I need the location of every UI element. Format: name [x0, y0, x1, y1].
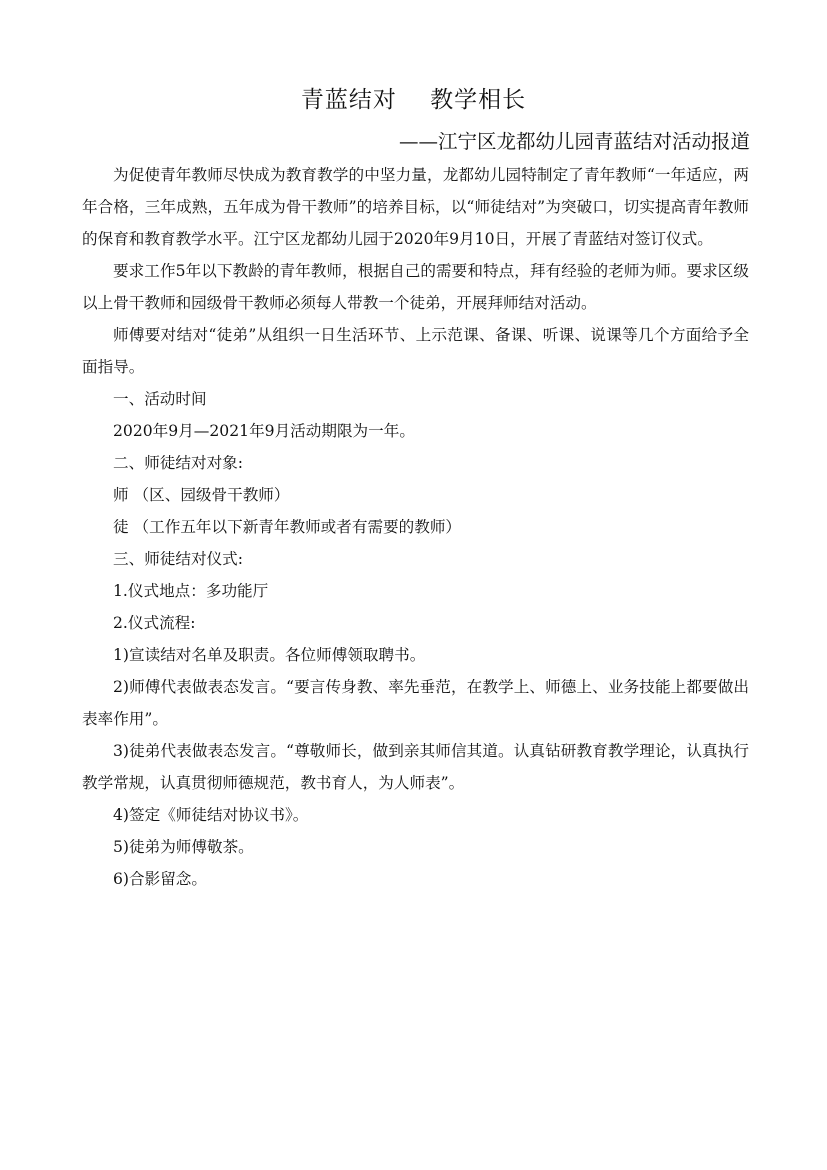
document-body: [82, 159, 749, 895]
mentor-line: 师 （区、园级骨干教师）: [113, 486, 290, 504]
process-step-2: 2)师傅代表做表态发言。“要言传身教、率先垂范，在教学上、师德上、业务技能上都要做出表率作用”。: [82, 678, 749, 728]
section-heading-time: 一、活动时间: [113, 390, 207, 408]
section-heading-ceremony: 三、师徒结对仪式:: [113, 550, 244, 568]
process-step-6: 6)合影留念。: [113, 870, 207, 888]
requirement-paragraph: 要求工作5年以下教龄的青年教师，根据自己的需要和特点，拜有经验的老师为师。要求区级以上骨干教师和园级骨干教师必须每人带教一个徒弟，开展拜师结对活动。: [82, 262, 749, 312]
ceremony-process-heading: 2.仪式流程:: [113, 614, 196, 632]
guidance-paragraph: 师傅要对结对“徒弟”从组织一日生活环节、上示范课、备课、听课、说课等几个方面给予全面指导。: [82, 326, 749, 376]
section-heading-pairing: 二、师徒结对对象:: [113, 454, 244, 472]
document-subtitle: ——江宁区龙都幼儿园青蓝结对活动报道: [398, 130, 750, 153]
process-step-5: 5)徒弟为师傅敬茶。: [113, 838, 254, 856]
document-title: 青蓝结对 教学相长: [300, 87, 527, 113]
intro-paragraph: 为促使青年教师尽快成为教育教学的中坚力量，龙都幼儿园特制定了青年教师“一年适应，两年合格，三年成熟，五年成为骨干教师”的培养目标，以“师徒结对”为突破口，切实提高青年教师的保育和教育教学水平。江宁区龙都幼儿园于2020年9月10日，开展了青蓝结对签订仪式。: [82, 166, 749, 248]
process-step-3: 3)徒弟代表做表态发言。“尊敬师长，做到亲其师信其道。认真钻研教育教学理论，认真执行教学常规，认真贯彻师德规范，教书育人，为人师表”。: [82, 742, 749, 792]
activity-period: 2020年9月—2021年9月活动期限为一年。: [113, 422, 415, 440]
apprentice-line: 徒 （工作五年以下新青年教师或者有需要的教师）: [113, 518, 462, 536]
process-step-4: 4)签定《师徒结对协议书》。: [113, 806, 309, 824]
process-step-1: 1)宣读结对名单及职责。各位师傅领取聘书。: [113, 646, 426, 664]
ceremony-location: 1.仪式地点：多功能厅: [113, 582, 269, 600]
